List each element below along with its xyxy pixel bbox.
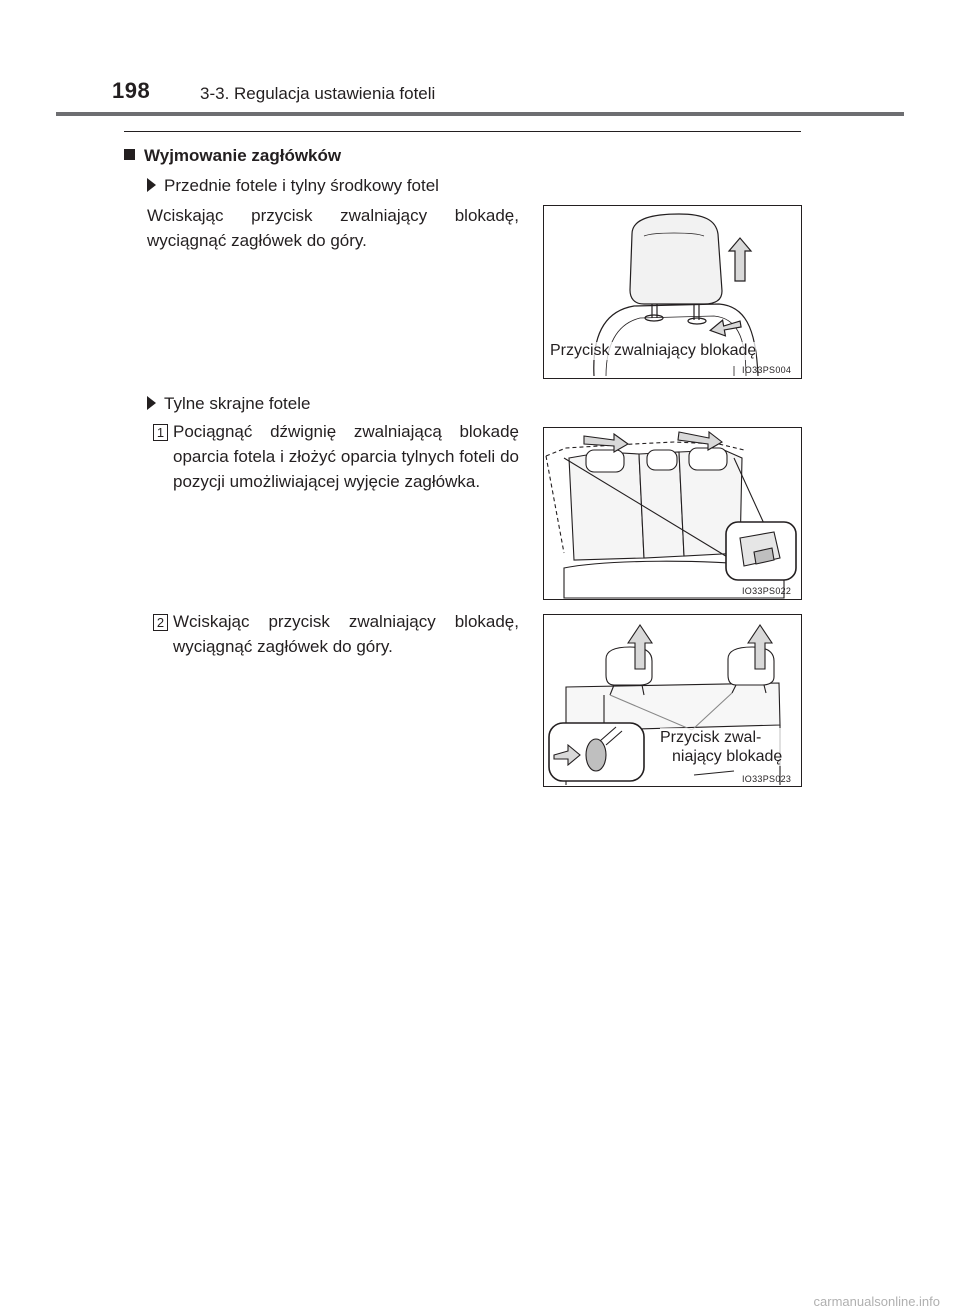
rear-callout-line-1: Przycisk zwal- — [660, 729, 762, 746]
section-title: 3-3. Regulacja ustawienia foteli — [200, 84, 436, 103]
header-rule — [56, 112, 904, 116]
bullet-front-text: Przednie fotele i tylny środkowy fotel — [164, 176, 439, 195]
square-bullet-icon — [124, 149, 135, 160]
bullet-rear-text: Tylne skrajne fotele — [164, 394, 311, 413]
step-1-text: Pociągnąć dźwignię zwalniającą blokadę oparcia fotela i złożyć oparcia tylnych foteli do pozycji umożliwiającej wyjęcie zagłówka. — [173, 422, 519, 491]
figure-rear-seatback-fold — [543, 427, 802, 600]
triangle-bullet-icon — [147, 178, 156, 192]
page-heading — [124, 146, 341, 166]
rear-callout-line-2: niający blokadę — [672, 748, 783, 765]
step-2-number: 2 — [153, 614, 168, 631]
figure-rear-headrest — [543, 614, 802, 787]
bullet-front-seats — [147, 176, 439, 196]
front-figure-callout: Przycisk zwalniający blokadę — [550, 342, 757, 359]
rear-fold-figure-code: IO33PS022 — [742, 586, 792, 596]
step-2-text: Wciskając przycisk zwalniający blokadę, wyciągnąć zagłówek do góry. — [173, 612, 519, 656]
step-1-number: 1 — [153, 424, 168, 441]
rear-headrest-figure-code: IO33PS023 — [742, 774, 792, 784]
front-figure-code: IO33PS004 — [742, 365, 792, 375]
rear-seatback-illustration — [544, 428, 801, 599]
heading-text: Wyjmowanie zagłówków — [144, 146, 342, 165]
bullet-rear-seats — [147, 394, 310, 414]
page-number: 198 — [112, 78, 151, 103]
figure-front-headrest — [543, 205, 802, 379]
watermark: carmanualsonline.info — [813, 1294, 940, 1309]
triangle-bullet-icon — [147, 396, 156, 410]
rear-figure-callout — [660, 728, 782, 766]
section-rule — [124, 131, 801, 132]
front-instruction: Wciskając przycisk zwalniający blokadę, wyciągnąć zagłówek do góry. — [147, 206, 519, 250]
